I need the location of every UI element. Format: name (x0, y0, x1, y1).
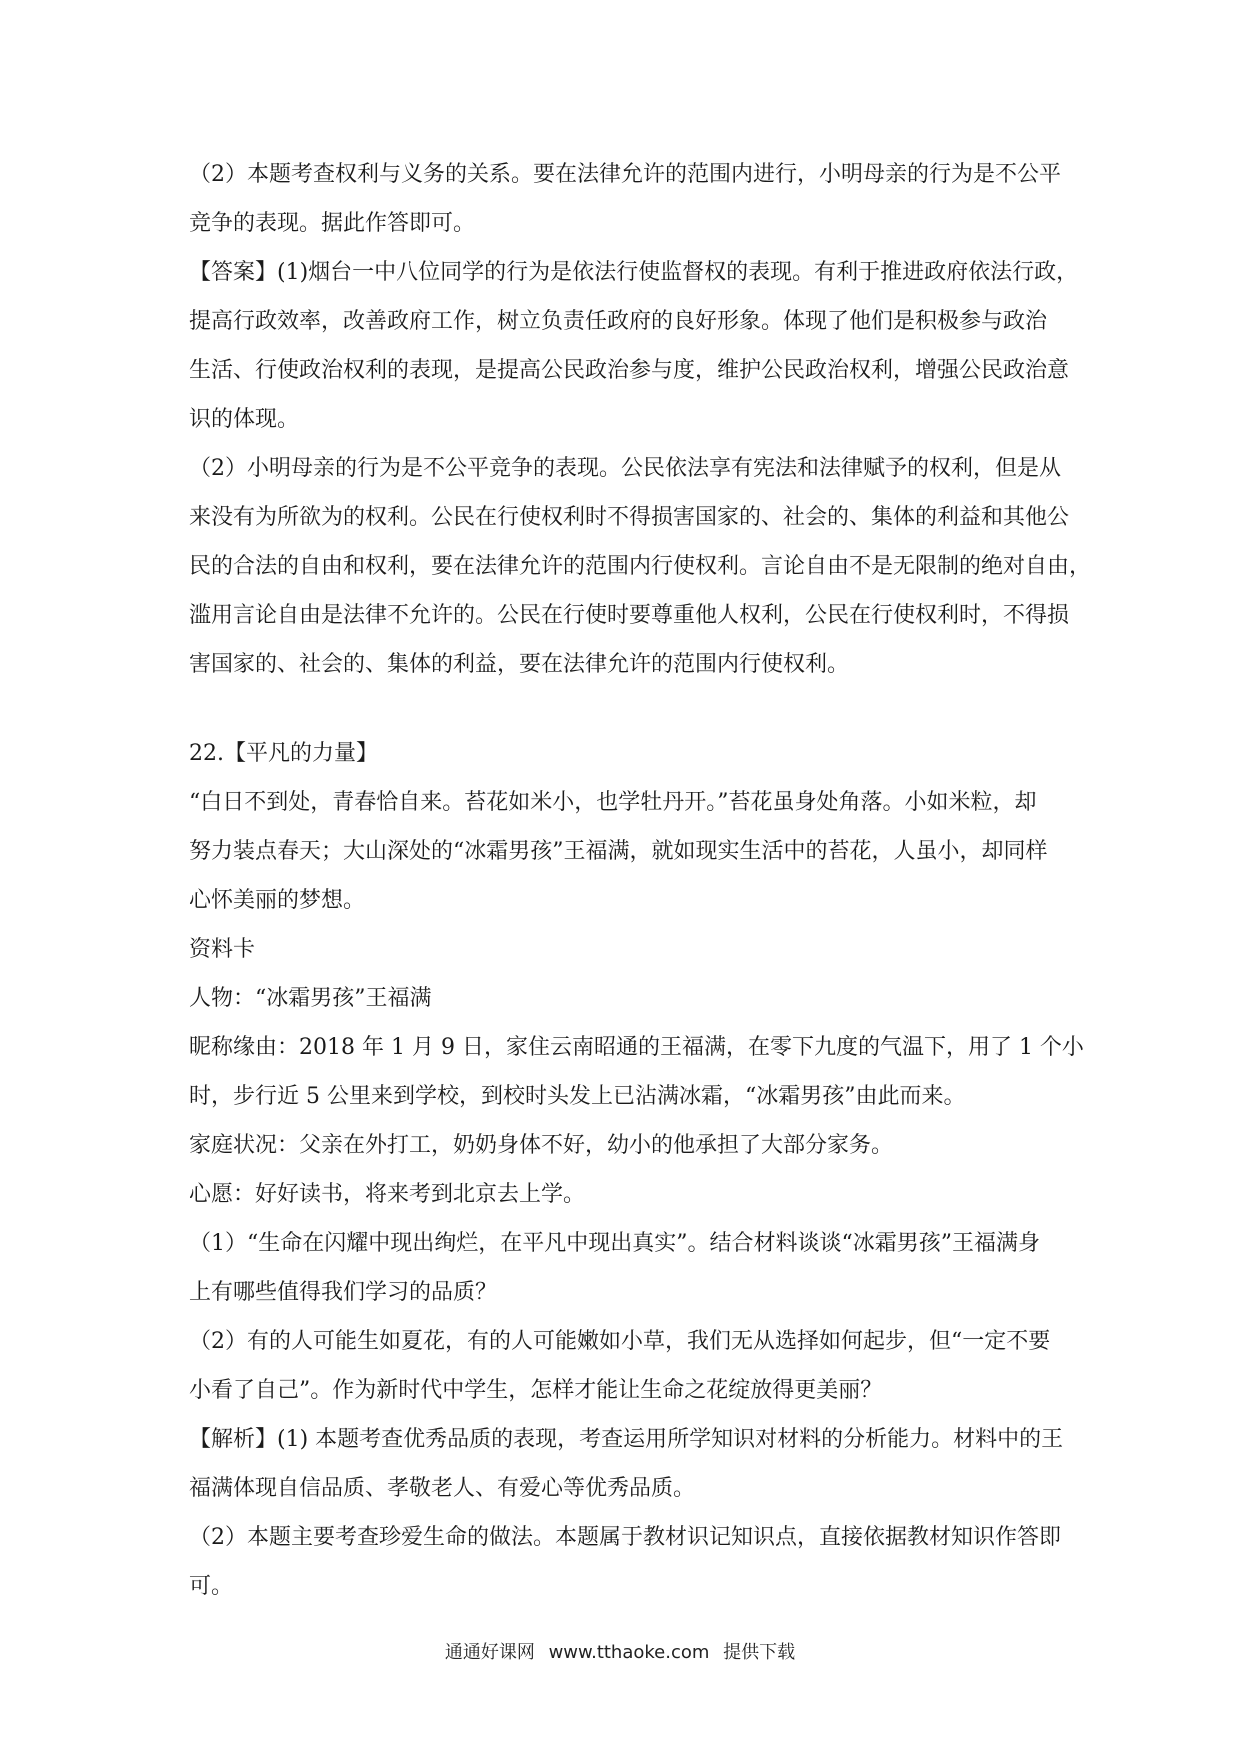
answer-line: 来没有为所欲为的权利。公民在行使权利时不得损害国家的、社会的、集体的利益和其他公 (189, 505, 1070, 530)
info-card (189, 925, 1084, 1219)
analysis-block (189, 1415, 1064, 1611)
card-line: 家庭状况：父亲在外打工，奶奶身体不好，幼小的他承担了大部分家务。 (189, 1133, 894, 1158)
card-line: 昵称缘由：2018 年 1 月 9 日，家住云南昭通的王福满，在零下九度的气温下，用了 1 个小 (189, 1035, 1084, 1060)
page-footer (0, 1638, 1240, 1664)
card-line: 资料卡 (189, 937, 256, 962)
card-line: 人物：“冰霜男孩”王福满 (189, 986, 432, 1011)
analysis-line: 【解析】(1) 本题考查优秀品质的表现，考查运用所学知识对材料的分析能力。材料中的王 (189, 1427, 1064, 1452)
answer-line: 生活、行使政治权利的表现，是提高公民政治参与度，维护公民政治权利，增强公民政治意 (189, 358, 1070, 383)
answer-line: 识的体现。 (189, 407, 300, 432)
answer-line: 害国家的、社会的、集体的利益，要在法律允许的范围内行使权利。 (189, 652, 850, 677)
intro-line: 努力装点春天；大山深处的“冰霜男孩”王福满，就如现实生活中的苔花，人虽小，却同样 (189, 839, 1048, 864)
analysis-line: （2）本题主要考查珍爱生命的做法。本题属于教材识记知识点，直接依据教材知识作答即 (189, 1525, 1062, 1550)
analysis-line: 可。 (189, 1574, 234, 1599)
footer-url: www.tthaoke.com (548, 1642, 710, 1663)
answer-line: （2）小明母亲的行为是不公平竞争的表现。公民依法享有宪法和法律赋予的权利，但是从 (189, 456, 1062, 481)
footer-site-name: 通通好课网 (444, 1642, 535, 1663)
question-line: （2）有的人可能生如夏花，有的人可能嫩如小草，我们无从选择如何起步，但“一定不要 (189, 1329, 1051, 1354)
question-title: 22.【平凡的力量】 (189, 741, 378, 766)
intro-line: 心怀美丽的梦想。 (189, 888, 366, 913)
question-22 (189, 729, 1084, 1611)
card-line: 心愿：好好读书，将来考到北京去上学。 (189, 1182, 586, 1207)
intro-line: “白日不到处，青春恰自来。苔花如米小，也学牡丹开。”苔花虽身处角落。小如米粒，却 (189, 790, 1037, 815)
card-line: 时，步行近 5 公里来到学校，到校时头发上已沾满冰霜，“冰霜男孩”由此而来。 (189, 1084, 966, 1109)
text-line: 竞争的表现。据此作答即可。 (189, 211, 476, 236)
answer-line: 【答案】(1)烟台一中八位同学的行为是依法行使监督权的表现。有利于推进政府依法行政， (189, 260, 1079, 285)
question-line: 小看了自己”。作为新时代中学生，怎样才能让生命之花绽放得更美丽？ (189, 1378, 883, 1403)
prev-analysis-block (189, 150, 1062, 248)
document-page (189, 150, 1092, 1611)
answer-line: 滥用言论自由是法律不允许的。公民在行使时要尊重他人权利，公民在行使权利时，不得损 (189, 603, 1070, 628)
text-line: （2）本题考查权利与义务的关系。要在法律允许的范围内进行，小明母亲的行为是不公平 (189, 162, 1062, 187)
question-line: （1）“生命在闪耀中现出绚烂，在平凡中现出真实”。结合材料谈谈“冰霜男孩”王福满身 (189, 1231, 1040, 1256)
prev-answer-block (189, 248, 1092, 689)
answer-line: 民的合法的自由和权利，要在法律允许的范围内行使权利。言论自由不是无限制的绝对自由， (189, 554, 1092, 579)
question-line: 上有哪些值得我们学习的品质？ (189, 1280, 498, 1305)
sub-questions (189, 1219, 1059, 1415)
answer-line: 提高行政效率，改善政府工作，树立负责任政府的良好形象。体现了他们是积极参与政治 (189, 309, 1048, 334)
analysis-line: 福满体现自信品质、孝敬老人、有爱心等优秀品质。 (189, 1476, 696, 1501)
footer-suffix: 提供下载 (723, 1642, 796, 1663)
